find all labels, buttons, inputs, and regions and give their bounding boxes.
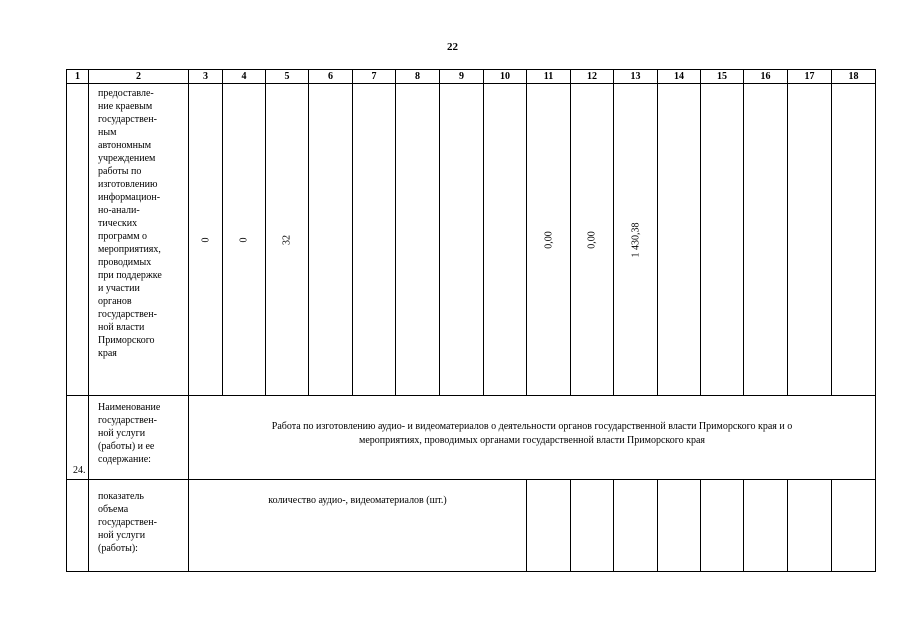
service-content — [189, 396, 876, 480]
empty-cell — [788, 480, 832, 572]
empty-cell — [527, 480, 571, 572]
text-line: органов — [98, 296, 132, 307]
text-line: объема — [98, 504, 129, 515]
text-line: программ о — [98, 231, 148, 242]
empty-cell — [832, 480, 876, 572]
value-cell-col3 — [189, 84, 223, 396]
empty-cell — [832, 84, 876, 396]
value-cell-col5 — [266, 84, 309, 396]
header-cell: 10 — [484, 70, 527, 84]
text-line: проводимых — [98, 257, 152, 268]
header-cell: 9 — [440, 70, 484, 84]
empty-cell — [744, 480, 788, 572]
value-col4: 0 — [238, 237, 250, 242]
work-description — [89, 84, 189, 396]
services-table — [66, 69, 876, 572]
row-number-cell — [67, 84, 89, 396]
page-number: 22 — [447, 41, 458, 53]
text-line: при поддержке — [98, 270, 162, 281]
header-cell: 18 — [832, 70, 876, 84]
header-cell: 15 — [701, 70, 744, 84]
table-row — [67, 84, 876, 396]
text-line: изготовлению — [98, 179, 158, 190]
value-col12: 0,00 — [586, 230, 598, 249]
text-line: Работа по изготовлению аудио- и видеоматериалов о деятельности органов государственной власти Приморского края и о — [271, 420, 793, 432]
header-cell: 8 — [396, 70, 440, 84]
empty-cell — [614, 480, 658, 572]
text-line: государствен- — [98, 517, 157, 528]
text-line: государствен- — [98, 309, 157, 320]
empty-cell — [701, 84, 744, 396]
row-number-cell — [67, 396, 89, 480]
empty-cell — [309, 84, 353, 396]
text-line: автономным — [98, 140, 152, 151]
text-line: государствен- — [98, 114, 157, 125]
value-col11: 0,00 — [543, 230, 554, 249]
row-number-cell — [67, 480, 89, 572]
row-number: 24. — [73, 465, 86, 476]
text-line: ной услуги — [98, 530, 146, 541]
text-line: ным — [98, 127, 117, 138]
empty-cell — [396, 84, 440, 396]
value-col3: 0 — [200, 237, 211, 242]
empty-cell — [658, 480, 701, 572]
text-line: ние краевым — [98, 101, 153, 112]
text-line: мероприятиях, — [98, 244, 161, 255]
text-line: (работы) и ее — [98, 441, 155, 452]
text-line: работы по — [98, 166, 142, 177]
header-cell: 16 — [744, 70, 788, 84]
value-cell-col11 — [527, 84, 571, 396]
header-cell: 13 — [614, 70, 658, 84]
text-line: и участии — [98, 283, 140, 294]
text-line: содержание: — [98, 454, 151, 465]
value-col5: 32 — [281, 234, 293, 245]
value-cell-col4 — [223, 84, 266, 396]
header-cell: 2 — [89, 70, 189, 84]
text-line: государствен- — [98, 415, 157, 426]
text-line: (работы): — [98, 543, 138, 554]
text-line: ной услуги — [98, 428, 146, 439]
header-cell: 11 — [527, 70, 571, 84]
value-cell-col12 — [571, 84, 614, 396]
empty-cell — [571, 480, 614, 572]
header-row — [67, 70, 876, 84]
header-cell: 7 — [353, 70, 396, 84]
value-col13: 1 430,38 — [630, 222, 641, 257]
table-row — [67, 480, 876, 572]
text-line: тических — [98, 218, 138, 229]
volume-indicator-content: количество аудио-, видеоматериалов (шт.) — [189, 480, 527, 572]
text-line: мероприятиях, проводимых органами государственной власти Приморского края — [359, 434, 705, 446]
text-line: Наименование — [98, 402, 161, 413]
header-cell: 17 — [788, 70, 832, 84]
header-cell: 5 — [266, 70, 309, 84]
text-line: информацион- — [98, 192, 161, 203]
text-line: показатель — [98, 491, 144, 502]
empty-cell — [484, 84, 527, 396]
header-cell: 1 — [67, 70, 89, 84]
header-cell: 6 — [309, 70, 353, 84]
text-line: учреждением — [98, 153, 156, 164]
header-cell: 14 — [658, 70, 701, 84]
service-name-label — [89, 396, 189, 480]
empty-cell — [353, 84, 396, 396]
header-cell: 3 — [189, 70, 223, 84]
empty-cell — [440, 84, 484, 396]
text-line: но-анали- — [98, 205, 140, 216]
text-line: края — [98, 348, 117, 359]
volume-indicator-label — [89, 480, 189, 572]
empty-cell — [788, 84, 832, 396]
header-cell: 12 — [571, 70, 614, 84]
value-cell-col13 — [614, 84, 658, 396]
empty-cell — [744, 84, 788, 396]
text-line: ной власти — [98, 322, 145, 333]
header-cell: 4 — [223, 70, 266, 84]
table-row — [67, 396, 876, 480]
empty-cell — [658, 84, 701, 396]
text-line: Приморского — [98, 335, 155, 346]
text-line: предоставле- — [98, 88, 154, 99]
empty-cell — [701, 480, 744, 572]
